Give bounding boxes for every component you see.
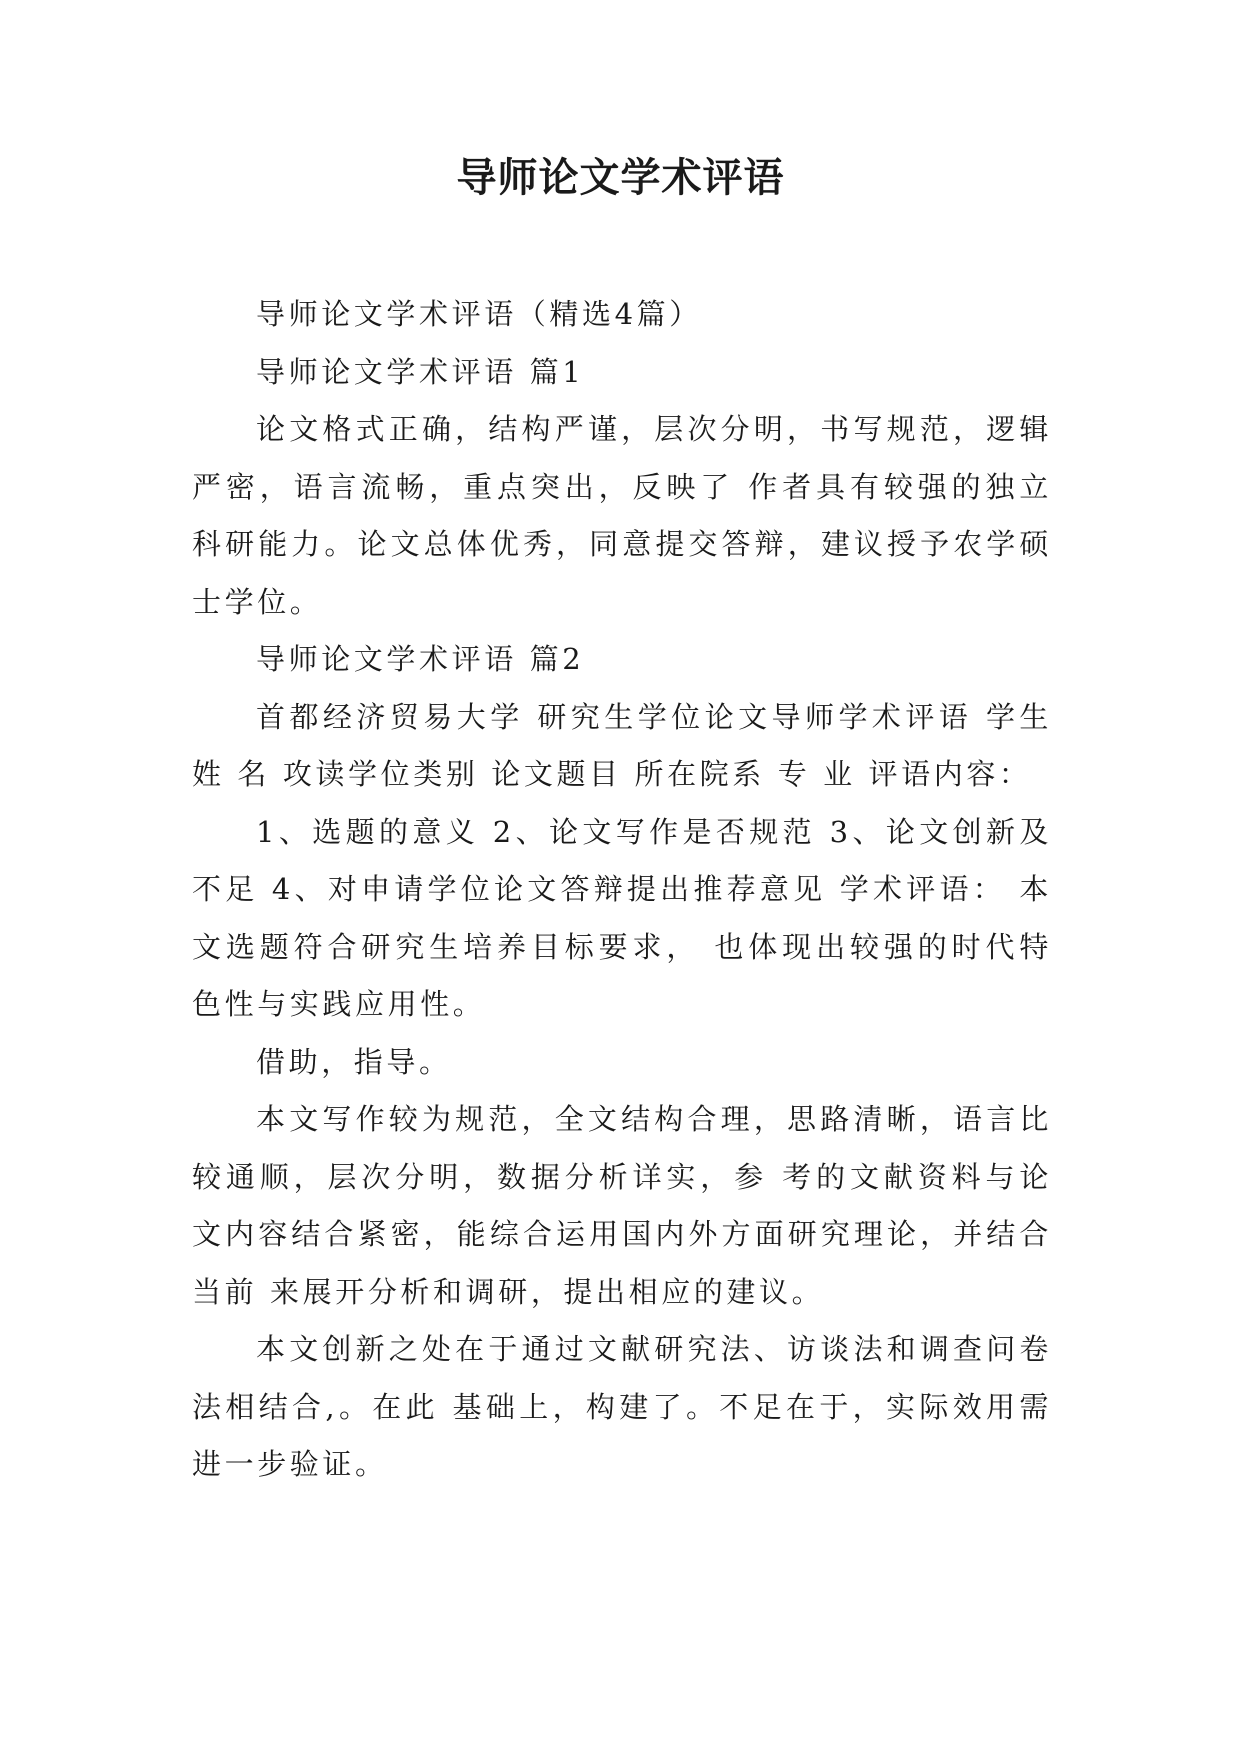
paragraph-guidance: 借助，指导。 xyxy=(256,1044,452,1079)
document-body xyxy=(192,286,1052,1494)
heading-selection: 导师论文学术评语（精选4篇） xyxy=(256,297,702,331)
paragraph-criteria: 1、选题的意义 2、论文写作是否规范 3、论文创新及不足 4、对申请学位论文答辩提出推荐意见 学术评语： 本文选题符合研究生培养目标要求， 也体现出较强的时代特色性与实践应用性。 xyxy=(192,814,1052,1021)
document-title: 导师论文学术评语 xyxy=(456,155,785,201)
paragraph-part-1-comment: 论文格式正确，结构严谨，层次分明，书写规范，逻辑严密，语言流畅，重点突出，反映了 作者具有较强的独立科研能力。论文总体优秀，同意提交答辩，建议授予农学硕士学位。 xyxy=(192,412,1052,619)
paragraph-innovation: 本文创新之处在于通过文献研究法、访谈法和调查问卷法相结合,。在此 基础上，构建了。不足在于，实际效用需进一步验证。 xyxy=(192,1332,1052,1481)
heading-part-2: 导师论文学术评语 篇2 xyxy=(256,642,585,676)
paragraph-form-fields: 首都经济贸易大学 研究生学位论文导师学术评语 学生 姓 名 攻读学位类别 论文题目 所在院系 专 业 评语内容： xyxy=(192,699,1052,791)
paragraph-writing-evaluation: 本文写作较为规范，全文结构合理，思路清晰，语言比较通顺，层次分明，数据分析详实，参 考的文献资料与论文内容结合紧密，能综合运用国内外方面研究理论，并结合当前 来展开分析和调研，提出相应的建议。 xyxy=(192,1102,1052,1309)
heading-part-1: 导师论文学术评语 篇1 xyxy=(256,354,585,389)
